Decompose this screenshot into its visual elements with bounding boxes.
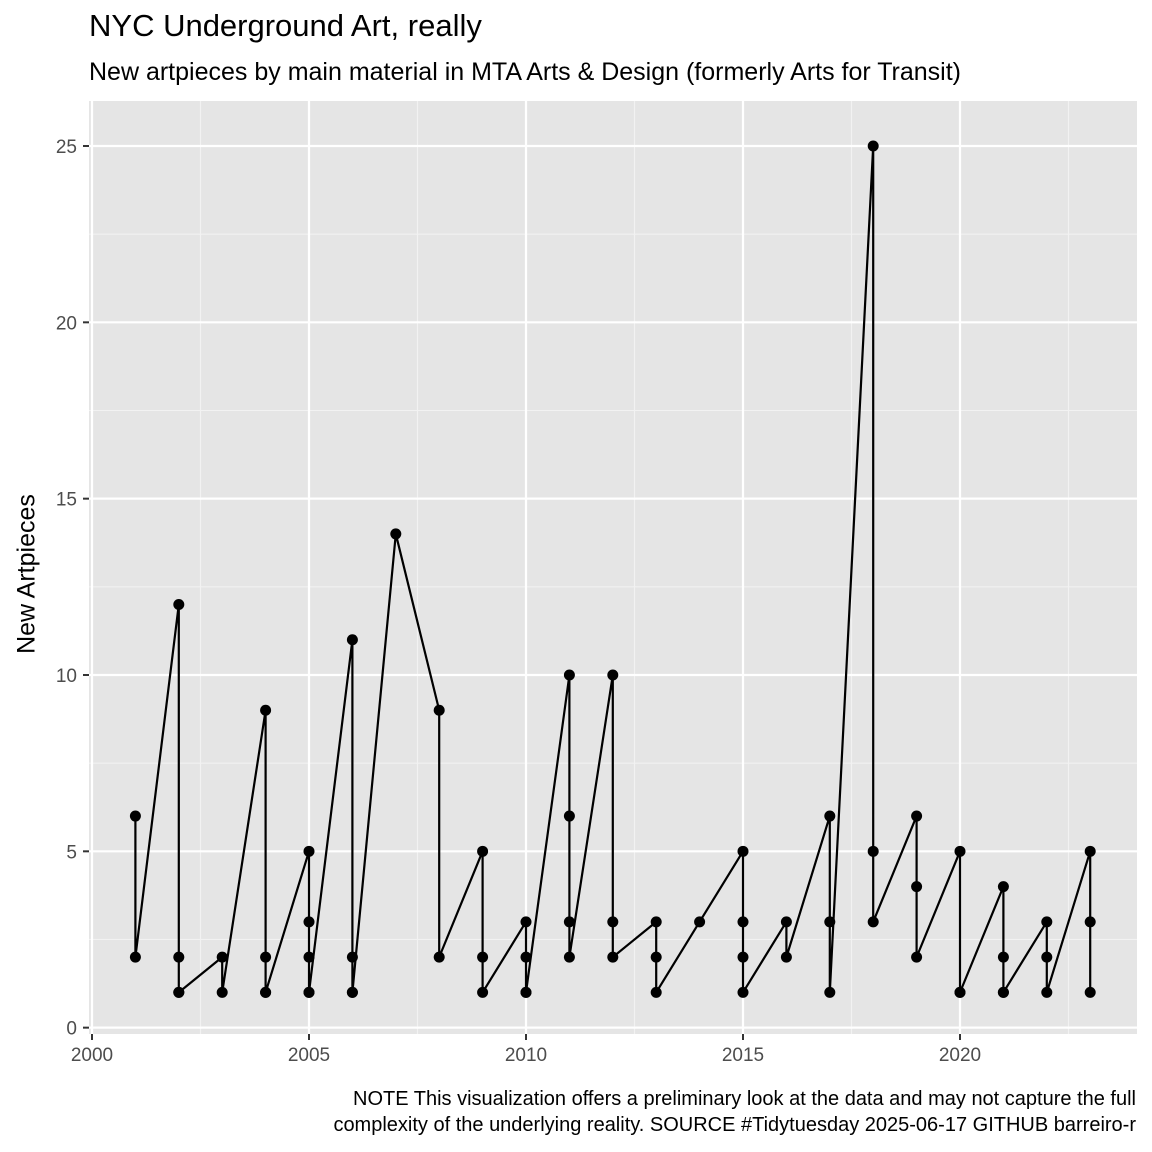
data-point (130, 952, 141, 963)
data-point (651, 987, 662, 998)
data-point (347, 634, 358, 645)
data-point (304, 846, 315, 857)
data-point (434, 705, 445, 716)
x-tick-label: 2010 (504, 1045, 548, 1066)
y-axis-label: New Artpieces (12, 494, 41, 654)
y-tick-label: 5 (66, 842, 77, 864)
data-point (738, 846, 749, 857)
data-point (1085, 846, 1096, 857)
data-point (390, 528, 401, 539)
data-point (998, 952, 1009, 963)
data-point (521, 916, 532, 927)
data-point (521, 952, 532, 963)
data-point (955, 987, 966, 998)
data-point (347, 987, 358, 998)
data-point (738, 952, 749, 963)
data-point (1041, 987, 1052, 998)
data-point (1085, 916, 1096, 927)
data-point (304, 916, 315, 927)
data-point (564, 952, 575, 963)
data-point (651, 952, 662, 963)
data-point (955, 846, 966, 857)
data-point (911, 811, 922, 822)
data-point (1041, 916, 1052, 927)
data-point (738, 987, 749, 998)
data-point (477, 987, 488, 998)
data-point (781, 916, 792, 927)
data-point (521, 987, 532, 998)
data-point (868, 141, 879, 152)
caption-line-1: NOTE This visualization offers a preliminary look at the data and may not capture the full (353, 1088, 1136, 1110)
x-tick-label: 2005 (287, 1045, 331, 1066)
data-point (1041, 952, 1052, 963)
data-point (607, 669, 618, 680)
data-point (911, 952, 922, 963)
y-tick-label: 25 (55, 137, 77, 158)
caption-line-2: complexity of the underlying reality. SOURCE #Tidytuesday 2025-06-17 GITHUB barreiro-r (333, 1114, 1136, 1136)
data-point (304, 987, 315, 998)
data-point (607, 952, 618, 963)
data-point (173, 987, 184, 998)
y-tick-label: 20 (55, 313, 77, 335)
data-point (477, 952, 488, 963)
data-point (260, 987, 271, 998)
x-tick-labels (71, 1045, 981, 1066)
data-point (1085, 987, 1096, 998)
data-point (781, 952, 792, 963)
data-point (347, 952, 358, 963)
data-point (824, 811, 835, 822)
data-point (260, 952, 271, 963)
data-point (564, 669, 575, 680)
caption (333, 1086, 1136, 1138)
data-point (217, 952, 228, 963)
chart-subtitle: New artpieces by main material in MTA Arts & Design (formerly Arts for Transit) (89, 58, 962, 86)
chart-title: NYC Underground Art, really (89, 8, 482, 43)
y-tick-labels (56, 137, 77, 1040)
data-point (477, 846, 488, 857)
data-point (998, 987, 1009, 998)
data-point (130, 811, 141, 822)
y-tick-label: 10 (55, 665, 77, 687)
data-point (998, 881, 1009, 892)
data-point (911, 881, 922, 892)
data-point (564, 916, 575, 927)
data-point (434, 952, 445, 963)
x-tick-label: 2020 (938, 1045, 982, 1066)
data-point (738, 916, 749, 927)
data-point (651, 916, 662, 927)
data-point (868, 916, 879, 927)
data-point (824, 916, 835, 927)
x-tick-label: 2015 (721, 1045, 765, 1066)
data-point (173, 599, 184, 610)
data-point (304, 952, 315, 963)
data-point (607, 916, 618, 927)
y-tick-label: 15 (55, 489, 77, 511)
data-point (824, 987, 835, 998)
x-tick-label: 2000 (70, 1045, 114, 1066)
data-point (173, 952, 184, 963)
data-point (217, 987, 228, 998)
data-point (260, 705, 271, 716)
data-point (694, 916, 705, 927)
y-tick-label: 0 (66, 1018, 77, 1040)
data-point (564, 811, 575, 822)
data-point (868, 846, 879, 857)
